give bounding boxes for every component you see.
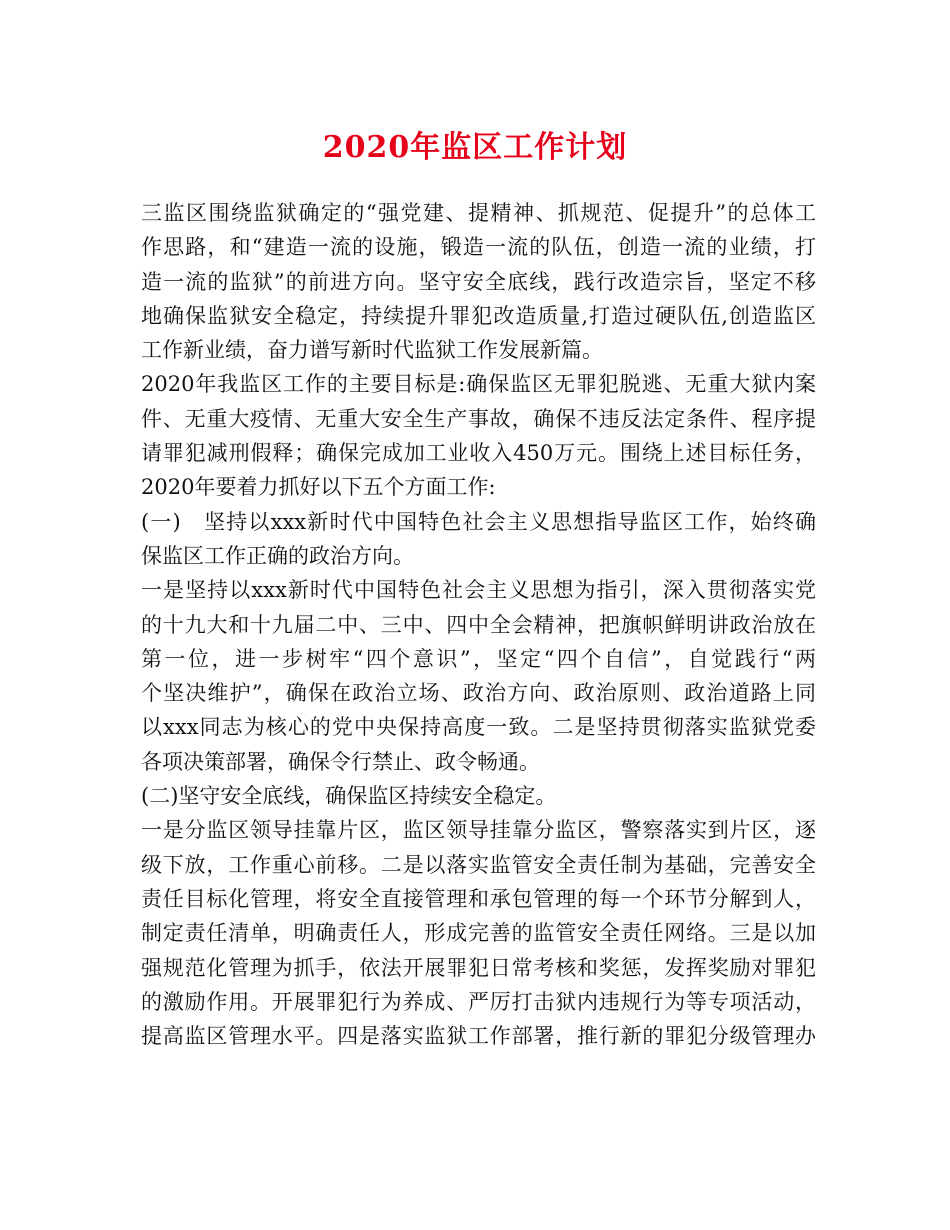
text-line: 请罪犯减刑假释；确保完成加工业收入450万元。围绕上述目标任务， [141, 441, 816, 466]
text-line: 以xxx同志为核心的党中央保持高度一致。二是坚持贯彻落实监狱党委 [141, 715, 816, 740]
text-line: 2020年要着力抓好以下五个方面工作: [141, 475, 496, 500]
text-line: 的激励作用。开展罪犯行为养成、严厉打击狱内违规行为等专项活动， [141, 989, 816, 1014]
text-line: 件、无重大疫情、无重大安全生产事故，确保不违反法定条件、程序提 [141, 406, 816, 431]
text-line: 强规范化管理为抓手，依法开展罪犯日常考核和奖惩，发挥奖励对罪犯 [141, 955, 816, 980]
text-line: 三监区围绕监狱确定的“强党建、提精神、抓规范、促提升”的总体工 [141, 201, 816, 225]
text-line: 第一位，进一步树牢“四个意识”，坚定“四个自信”，自觉践行“两 [141, 646, 816, 671]
text-line: 作思路，和“建造一流的设施，锻造一流的队伍，创造一流的业绩，打 [141, 235, 816, 260]
text-line: 一是坚持以xxx新时代中国特色社会主义思想为指引，深入贯彻落实党 [141, 578, 816, 603]
text-line: 2020年我监区工作的主要目标是:确保监区无罪犯脱逃、无重大狱内案 [141, 372, 816, 397]
text-line: 个坚决维护”，确保在政治立场、政治方向、政治原则、政治道路上同 [141, 681, 816, 706]
text-line: 保监区工作正确的政治方向。 [141, 543, 414, 568]
text-line: (二)坚守安全底线，确保监区持续安全稳定。 [141, 784, 557, 809]
text-line: 的十九大和十九届二中、三中、四中全会精神，把旗帜鲜明讲政治放在 [141, 612, 816, 637]
text-line: 工作新业绩，奋力谱写新时代监狱工作发展新篇。 [141, 338, 603, 363]
document-title: 2020年监区工作计划 [322, 130, 628, 165]
text-line: 造一流的监狱”的前进方向。坚守安全底线，践行改造宗旨，坚定不移 [141, 269, 816, 294]
document-body [141, 196, 816, 1053]
text-line: 级下放，工作重心前移。二是以落实监管安全责任制为基础，完善安全 [141, 852, 816, 877]
text-line: (一) 坚持以xxx新时代中国特色社会主义思想指导监区工作，始终确 [141, 509, 816, 534]
text-line: 责任目标化管理，将安全直接管理和承包管理的每一个环节分解到人， [141, 886, 816, 911]
text-line: 地确保监狱安全稳定，持续提升罪犯改造质量,打造过硬队伍,创造监区 [141, 303, 816, 328]
text-line: 提高监区管理水平。四是落实监狱工作部署，推行新的罪犯分级管理办 [141, 1024, 816, 1049]
text-line: 一是分监区领导挂靠片区，监区领导挂靠分监区，警察落实到片区，逐 [141, 818, 816, 843]
text-line: 制定责任清单，明确责任人，形成完善的监管安全责任网络。三是以加 [141, 921, 816, 946]
text-line: 各项决策部署，确保令行禁止、政令畅通。 [141, 749, 540, 774]
